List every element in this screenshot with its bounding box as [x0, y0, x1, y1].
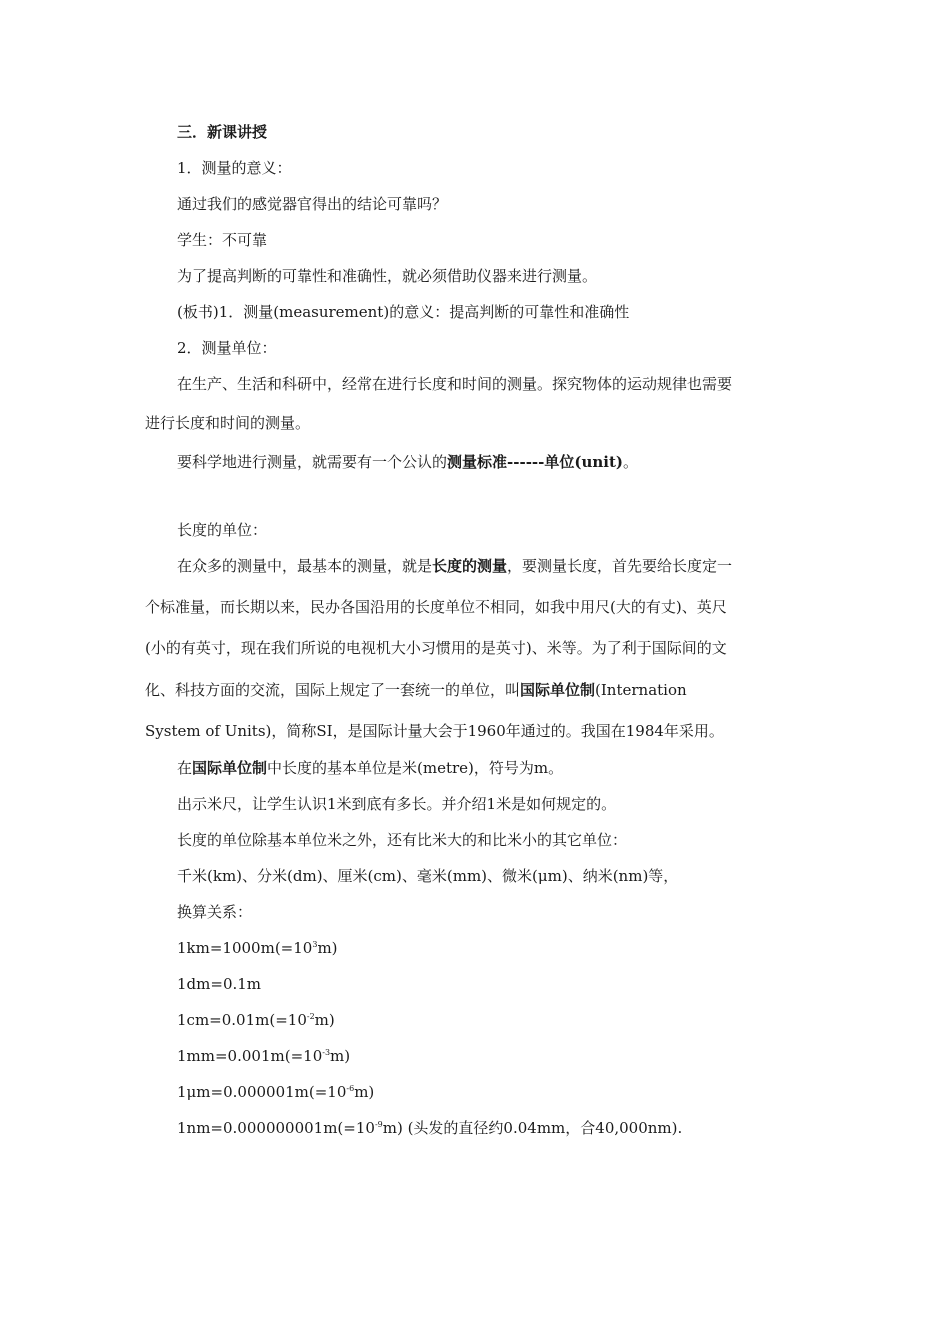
section-heading: 三．新课讲授 — [177, 123, 268, 141]
conversion-title: 换算关系： — [177, 903, 253, 921]
paragraph-length-line-2: 个标准量，而长期以来，民办各国沿用的长度单位不相同，如我中用尺(大的有丈)、英尺 — [145, 598, 727, 616]
paragraph-length-line-3: (小的有英寸，现在我们所说的电视机大小习惯用的是英寸)、米等。为了利于国际间的文 — [145, 639, 727, 657]
paragraph-other-units: 长度的单位除基本单位米之外，还有比米大的和比米小的其它单位： — [177, 831, 628, 849]
paragraph-si-base-unit — [177, 758, 563, 778]
length-4-post: (Internation — [595, 681, 687, 699]
standard-text-pre: 要科学地进行测量，就需要有一个公认的 — [177, 453, 448, 471]
units-list: 千米(km)、分米(dm)、厘米(cm)、毫米(mm)、微米(μm)、纳米(nm)等， — [177, 867, 679, 885]
length-4-pre: 化、科技方面的交流，国际上规定了一套统一的单位，叫 — [145, 681, 521, 699]
conv-km-exp: 3 — [312, 940, 318, 949]
paragraph-improve-accuracy: 为了提高判断的可靠性和准确性，就必须借助仪器来进行测量。 — [177, 267, 598, 285]
conversion-nm — [177, 1118, 682, 1138]
length-units-title: 长度的单位： — [177, 521, 268, 539]
conv-cm-exp: -2 — [306, 1012, 315, 1021]
standard-text-bold: 测量标准------单位(unit) — [447, 453, 624, 471]
conv-mm-base: 1mm=0.001m(=10 — [177, 1047, 323, 1065]
conversion-cm — [177, 1010, 335, 1030]
paragraph-length-line-5: System of Units)，简称SI，是国际计量大会于1960年通过的。我国在1984年采用。 — [145, 722, 724, 740]
section-1-title: 1．测量的意义： — [177, 159, 292, 177]
board-note: (板书)1．测量(measurement)的意义：提高判断的可靠性和准确性 — [177, 303, 630, 321]
conversion-um — [177, 1082, 374, 1102]
conv-nm-base: 1nm=0.000000001m(=10 — [177, 1119, 375, 1137]
conv-cm-base: 1cm=0.01m(=10 — [177, 1011, 307, 1029]
student-answer: 学生：不可靠 — [177, 231, 268, 249]
si-pre: 在 — [177, 759, 193, 777]
conversion-km — [177, 938, 338, 958]
question-reliability: 通过我们的感觉器官得出的结论可靠吗？ — [177, 195, 448, 213]
conversion-mm — [177, 1046, 350, 1066]
conv-cm-end: m) — [314, 1011, 335, 1029]
conv-um-exp: -6 — [346, 1084, 355, 1093]
conv-mm-exp: -3 — [322, 1048, 331, 1057]
conv-km-end: m) — [317, 939, 338, 957]
paragraph-production-line-1: 在生产、生活和科研中，经常在进行长度和时间的测量。探究物体的运动规律也需要 — [177, 375, 733, 393]
paragraph-ruler-demo: 出示米尺，让学生认识1米到底有多长。并介绍1米是如何规定的。 — [177, 795, 617, 813]
si-bold: 国际单位制 — [192, 759, 268, 777]
section-2-title: 2．测量单位： — [177, 339, 277, 357]
paragraph-production-line-2: 进行长度和时间的测量。 — [145, 414, 311, 432]
si-post: 中长度的基本单位是米(metre)，符号为m。 — [267, 759, 564, 777]
length-1-post: ，要测量长度，首先要给长度定一 — [507, 557, 733, 575]
standard-text-post: 。 — [623, 453, 639, 471]
length-1-bold: 长度的测量 — [432, 557, 508, 575]
conv-mm-end: m) — [330, 1047, 351, 1065]
conv-nm-end: m) (头发的直径约0.04mm，合40,000nm). — [382, 1119, 683, 1137]
conv-um-end: m) — [354, 1083, 375, 1101]
paragraph-length-line-4 — [145, 680, 687, 700]
length-1-pre: 在众多的测量中，最基本的测量，就是 — [177, 557, 433, 575]
length-4-bold: 国际单位制 — [520, 681, 596, 699]
paragraph-measurement-standard — [177, 452, 638, 472]
conv-um-base: 1μm=0.000001m(=10 — [177, 1083, 347, 1101]
conv-km-base: 1km=1000m(=10 — [177, 939, 313, 957]
conversion-dm: 1dm=0.1m — [177, 975, 262, 993]
paragraph-length-line-1 — [177, 556, 732, 576]
conv-nm-exp: -9 — [374, 1120, 383, 1129]
